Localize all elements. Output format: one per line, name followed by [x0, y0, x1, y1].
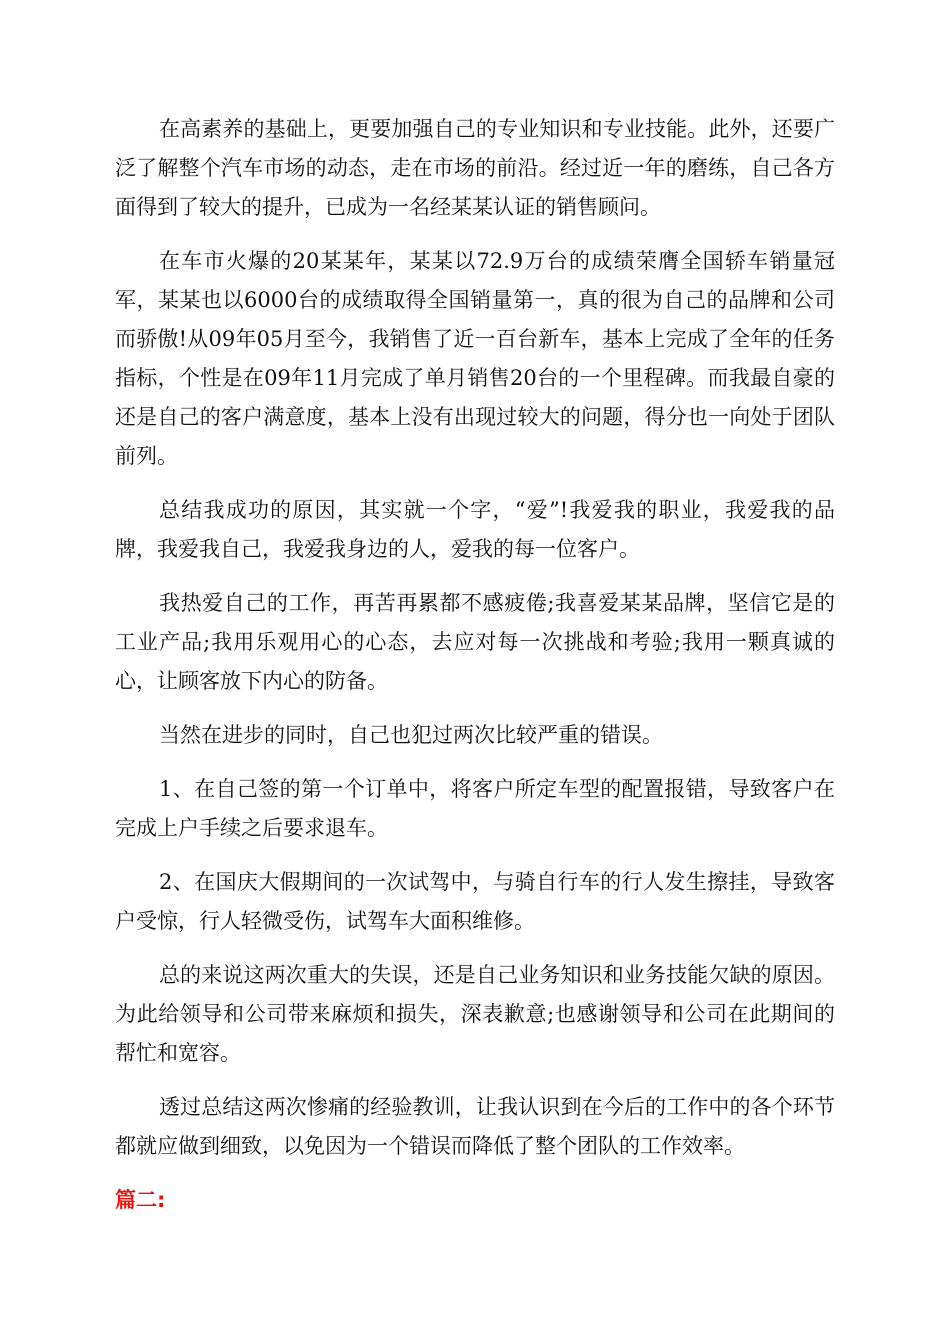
paragraph-2: 在车市火爆的20某某年，某某以72.9万台的成绩荣膺全国轿车销量冠军，某某也以6000台的成绩取得全国销量第一，真的很为自己的品牌和公司而骄傲!从09年05月至今，我销售了近一百台新车，基本上完成了全年的任务指标，个性是在09年11月完成了单月销售20台的一个里程碑。而我最自豪的还是自己的客户满意度，基本上没有出现过较大的问题，得分也一向处于团队前列。 [115, 249, 835, 468]
paragraph-9: 透过总结这两次惨痛的经验教训，让我认识到在今后的工作中的各个环节都就应做到细致，以免因为一个错误而降低了整个团队的工作效率。 [115, 1095, 835, 1158]
paragraph-1: 在高素养的基础上，更要加强自己的专业知识和专业技能。此外，还要广泛了解整个汽车市场的动态，走在市场的前沿。经过近一年的磨练，自己各方面得到了较大的提升，已成为一名经某某认证的销售顾问。 [115, 117, 835, 219]
paragraph-5: 当然在进步的同时，自己也犯过两次比较严重的错误。 [159, 723, 663, 747]
paragraph-3: 总结我成功的原因，其实就一个字，“爱”!我爱我的职业，我爱我的品牌，我爱我自己，我爱我身边的人，爱我的每一位客户。 [115, 498, 835, 561]
paragraph-8: 总的来说这两次重大的失误，还是自己业务知识和业务技能欠缺的原因。为此给领导和公司带来麻烦和损失，深表歉意;也感谢领导和公司在此期间的帮忙和宽容。 [115, 963, 835, 1065]
paragraph-6: 1、在自己签的第一个订单中，将客户所定车型的配置报错，导致客户在完成上户手续之后要求退车。 [115, 777, 835, 840]
paragraph-4: 我热爱自己的工作，再苦再累都不感疲倦;我喜爱某某品牌，坚信它是的工业产品;我用乐观用心的心态，去应对每一次挑战和考验;我用一颗真诚的心，让顾客放下内心的防备。 [115, 591, 835, 693]
paragraph-7: 2、在国庆大假期间的一次试驾中，与骑自行车的行人发生擦挂，导致客户受惊，行人轻微受伤，试驾车大面积维修。 [115, 870, 835, 933]
section-heading: 篇二: [115, 1188, 166, 1212]
document-body [115, 110, 835, 1220]
